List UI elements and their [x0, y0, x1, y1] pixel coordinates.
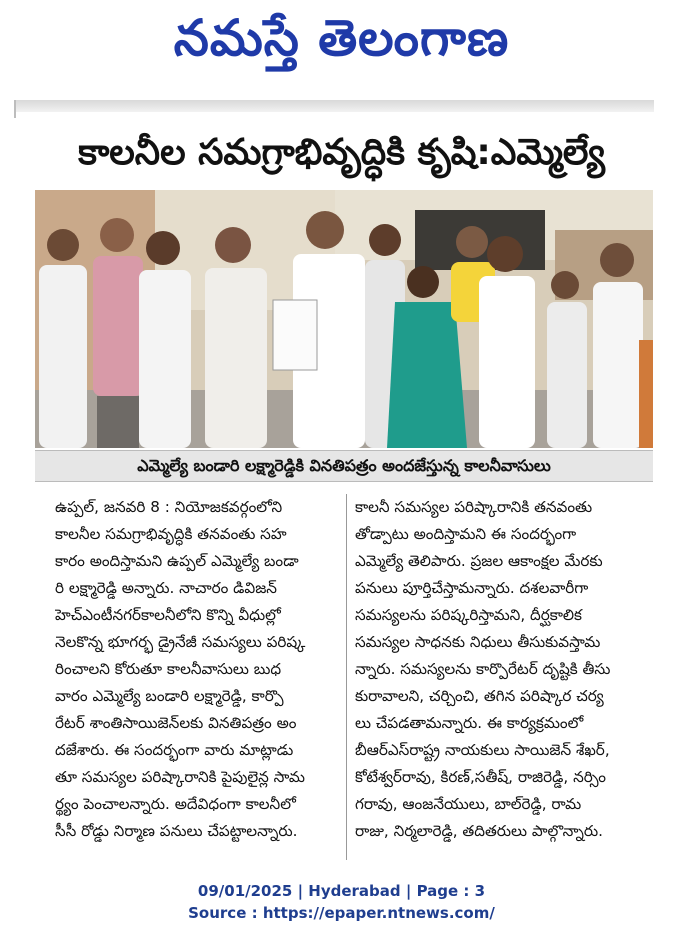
article-line: ఎమ్మెల్యే తెలిపారు. ప్రజల ఆకాంక్షల మేరకు	[355, 552, 603, 570]
rule-tick	[14, 100, 16, 118]
article-line: పనులు పూర్తిచేస్తామన్నారు. దశలవారీగా	[355, 579, 589, 597]
article-line: లు చేపడతామన్నారు. ఈ కార్యక్రమంలో	[355, 714, 584, 732]
column-divider	[346, 494, 347, 860]
article-line: బీఆర్ఎస్‌రాష్ట్ర నాయకులు సాయిజెన్ శేఖర్,	[355, 741, 610, 759]
article-line: తూ సమస్యల పరిష్కారానికి పైపులైన్ల సామ	[55, 768, 305, 786]
footer-date-line: 09/01/2025 | Hyderabad | Page : 3	[197, 882, 486, 900]
news-clipping	[14, 0, 669, 875]
article-line: ర్థ్యం పెంచాలన్నారు. అదేవిధంగా కాలనీలో	[55, 795, 296, 813]
photo-caption: ఎమ్మెల్యే బండారి లక్ష్మారెడ్డికి వినతిపత్రం అందజేస్తున్న కాలనీవాసులు	[35, 450, 653, 482]
article-line: కురావాలని, చర్చించి, తగిన పరిష్కార చర్య	[355, 687, 604, 705]
article-line: దజేశారు. ఈ సందర్భంగా వారు మాట్లాడు	[55, 741, 294, 759]
masthead	[14, 6, 669, 70]
article-line: తోడ్పాటు అందిస్తామని ఈ సందర్భంగా	[355, 525, 577, 543]
article-line: సీసీ రోడ్డు నిర్మాణ పనులు చేపట్టాలన్నారు.	[55, 822, 298, 840]
article-line: రించాలని కోరుతూ కాలనీవాసులు బుధ	[55, 660, 282, 678]
article-line: రాజు, నిర్మలారెడ్డి, తదితరులు పాల్గొన్నారు.	[355, 822, 604, 840]
article-line: సమస్యలను పరిష్కరిస్తామని, దీర్ఘకాలిక	[355, 606, 582, 624]
article-line: ఉప్పల్, జనవరి 8 : నియోజకవర్గంలోని	[55, 498, 283, 516]
article-line: హెచ్ఎంటీనగర్‌కాలనీలోని కొన్ని వీధుల్లో	[55, 606, 281, 624]
article-headline: కాలనీల సమగ్రాభివృద్ధికి కృషి:ఎమ్మెల్యే	[78, 132, 605, 173]
article-line: వారం ఎమ్మెల్యే బండారి లక్ష్మారెడ్డి, కార్పొ	[55, 687, 284, 705]
page-footer	[0, 880, 683, 924]
article-photo	[35, 190, 653, 448]
article-line: నెలకొన్న భూగర్భ డ్రైనేజీ సమస్యలు పరిష్క	[55, 633, 306, 651]
footer-source-line: Source : https://epaper.ntnews.com/	[188, 904, 495, 922]
article-line: కాలనీల సమగ్రాభివృద్ధికి తనవంతు సహ	[55, 525, 287, 543]
article-column-left	[55, 494, 353, 845]
article-line: సమస్యల సాధనకు నిధులు తీసుకువస్తామ	[355, 633, 601, 651]
masthead-rule	[14, 100, 654, 112]
article-line: న్నారు. సమస్యలను కార్పొరేటర్ దృష్టికి తీసు	[355, 660, 611, 678]
article-line: కాలనీ సమస్యల పరిష్కారానికి తనవంతు	[355, 498, 593, 516]
article-line: గరావు, ఆంజనేయులు, బాల్‌రెడ్డి, రామ	[355, 795, 582, 813]
article-column-right	[355, 494, 653, 845]
article-line: రేటర్ శాంతిసాయిజెన్‌లకు వినతిపత్రం అం	[55, 714, 297, 732]
masthead-title: నమస్తే తెలంగాణ	[173, 9, 510, 67]
article-line: కారం అందిస్తామని ఉప్పల్ ఎమ్మెల్యే బండా	[55, 552, 299, 570]
article-line: కోటేశ్వర్‌రావు, కిరణ్,సతీష్, రాజిరెడ్డి, నర్సిం	[355, 768, 606, 786]
group-photo-illustration	[35, 190, 653, 448]
article-line: రి లక్ష్మారెడ్డి అన్నారు. నాచారం డివిజన్	[55, 579, 277, 597]
